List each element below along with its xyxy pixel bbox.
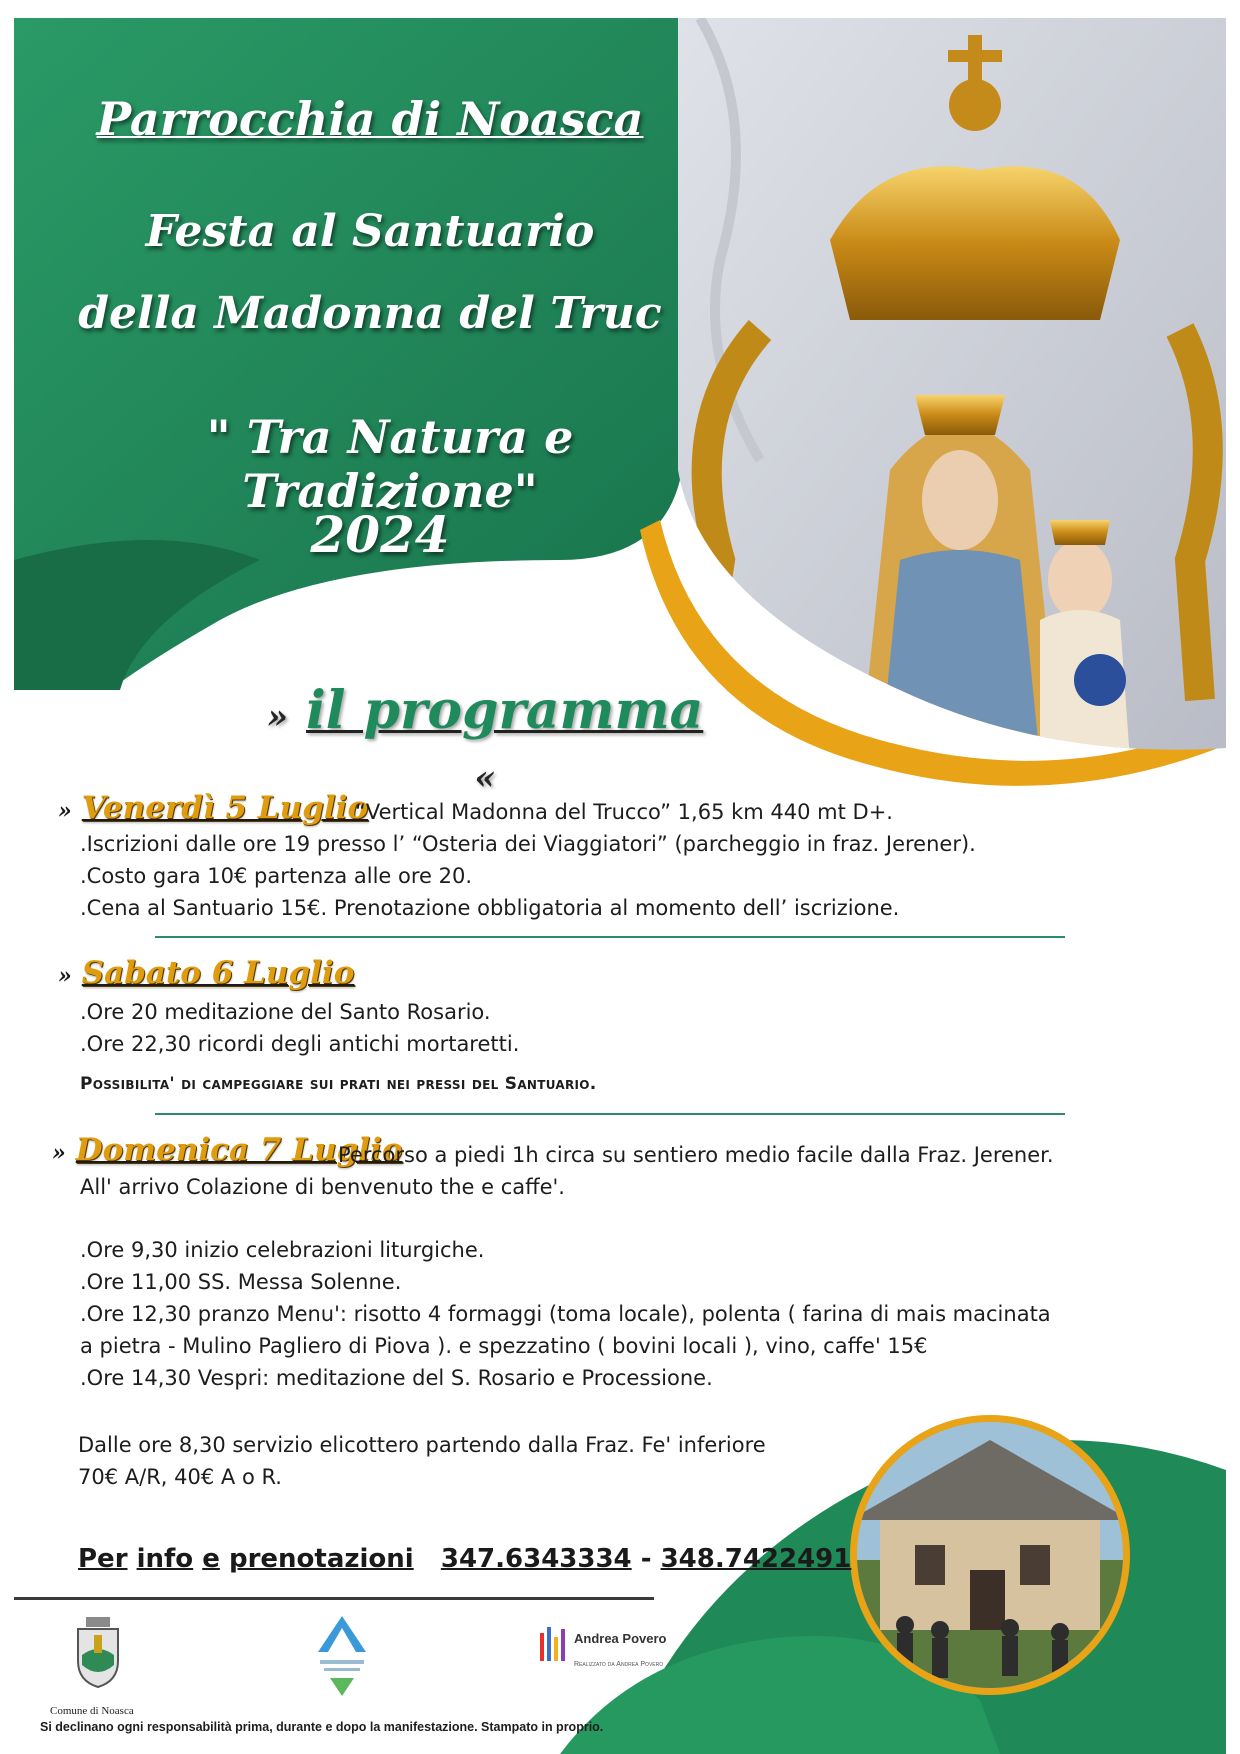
info-line <box>78 1544 851 1574</box>
sunday-line-4: a pietra - Mulino Pagliero di Piova ). e spezzatino ( bovini locali ), vino, caffe' 15€ <box>80 1334 928 1358</box>
friday-line-1: .Iscrizioni dalle ore 19 presso l’ “Osteria dei Viaggiatori” (parcheggio in fraz. Jerener). <box>80 832 976 856</box>
sunday-line-2: .Ore 11,00 SS. Messa Solenne. <box>80 1270 402 1294</box>
sunday-line-1: .Ore 9,30 inizio celebrazioni liturgiche. <box>80 1238 485 1262</box>
programma-word: il programma <box>306 680 704 741</box>
info-word-prenotazioni: prenotazioni <box>228 1544 414 1574</box>
saturday-date: Sabato 6 Luglio <box>81 955 355 991</box>
sponsor-tagline: Realizzato da Andrea Povero <box>574 1661 664 1668</box>
info-word-e: e <box>202 1544 220 1574</box>
sponsor-name: Andrea Povero <box>574 1631 667 1646</box>
phone-separator: - <box>640 1544 652 1574</box>
left-arrows: » <box>266 697 288 737</box>
festa-year: 2024 <box>310 505 450 564</box>
section-divider <box>155 1113 1065 1115</box>
info-word-per: Per <box>78 1544 128 1574</box>
phone-1: 347.6343334 <box>440 1544 632 1574</box>
sunday-line-5: .Ore 14,30 Vespri: meditazione del S. Rosario e Processione. <box>80 1366 713 1390</box>
info-word-info: info <box>136 1544 194 1574</box>
sunday-bullet: » <box>52 1140 66 1166</box>
right-arrows: « <box>474 758 496 798</box>
programma-heading <box>250 680 720 802</box>
comune-label: Comune di Noasca <box>50 1705 134 1717</box>
comune-crest-logo <box>72 1615 124 1690</box>
phone-2: 348.7422491 <box>660 1544 852 1574</box>
festa-title-line1: Festa al Santuario <box>145 206 595 257</box>
saturday-line-1: .Ore 20 meditazione del Santo Rosario. <box>80 1000 491 1024</box>
sunday-arrival: All' arrivo Colazione di benvenuto the e caffe'. <box>80 1175 565 1199</box>
park-logo <box>312 1612 372 1700</box>
madonna-statue-photo <box>678 18 1226 760</box>
friday-headline: “Vertical Madonna del Trucco” 1,65 km 440 mt D+. <box>355 800 893 824</box>
footer-divider <box>14 1597 654 1600</box>
helicopter-line-2: 70€ A/R, 40€ A o R. <box>78 1465 282 1489</box>
friday-label <box>58 790 368 826</box>
friday-date: Venerdì 5 Luglio <box>81 790 369 826</box>
sponsor-logo <box>540 1617 667 1675</box>
helicopter-line-1: Dalle ore 8,30 servizio elicottero partendo dalla Fraz. Fe' inferiore <box>78 1433 766 1457</box>
sunday-date: Domenica 7 Luglio <box>75 1132 403 1168</box>
festa-title-line2: della Madonna del Truc <box>78 288 662 339</box>
friday-line-3: .Cena al Santuario 15€. Prenotazione obbligatoria al momento dell’ iscrizione. <box>80 896 900 920</box>
friday-bullet: » <box>58 798 72 824</box>
sunday-headline: Percorso a piedi 1h circa su sentiero medio facile dalla Fraz. Jerener. <box>338 1143 1054 1167</box>
disclaimer: Si declinano ogni responsabilità prima, durante e dopo la manifestazione. Stampato in proprio. <box>40 1720 604 1734</box>
sunday-line-3: .Ore 12,30 pranzo Menu': risotto 4 formaggi (toma locale), polenta ( farina di mais macinata <box>80 1302 1051 1326</box>
saturday-line-2: .Ore 22,30 ricordi degli antichi mortaretti. <box>80 1032 520 1056</box>
parish-title: Parrocchia di Noasca <box>96 92 644 146</box>
sponsor-bars-icon <box>540 1625 570 1665</box>
camping-note: Possibilita' di campeggiare sui prati nei pressi del Santuario. <box>80 1074 597 1094</box>
section-divider <box>155 936 1065 938</box>
festa-motto: " Tra Natura e Tradizione" <box>206 410 574 518</box>
friday-line-2: .Costo gara 10€ partenza alle ore 20. <box>80 864 473 888</box>
saturday-bullet: » <box>58 963 72 989</box>
saturday-label <box>58 955 354 991</box>
